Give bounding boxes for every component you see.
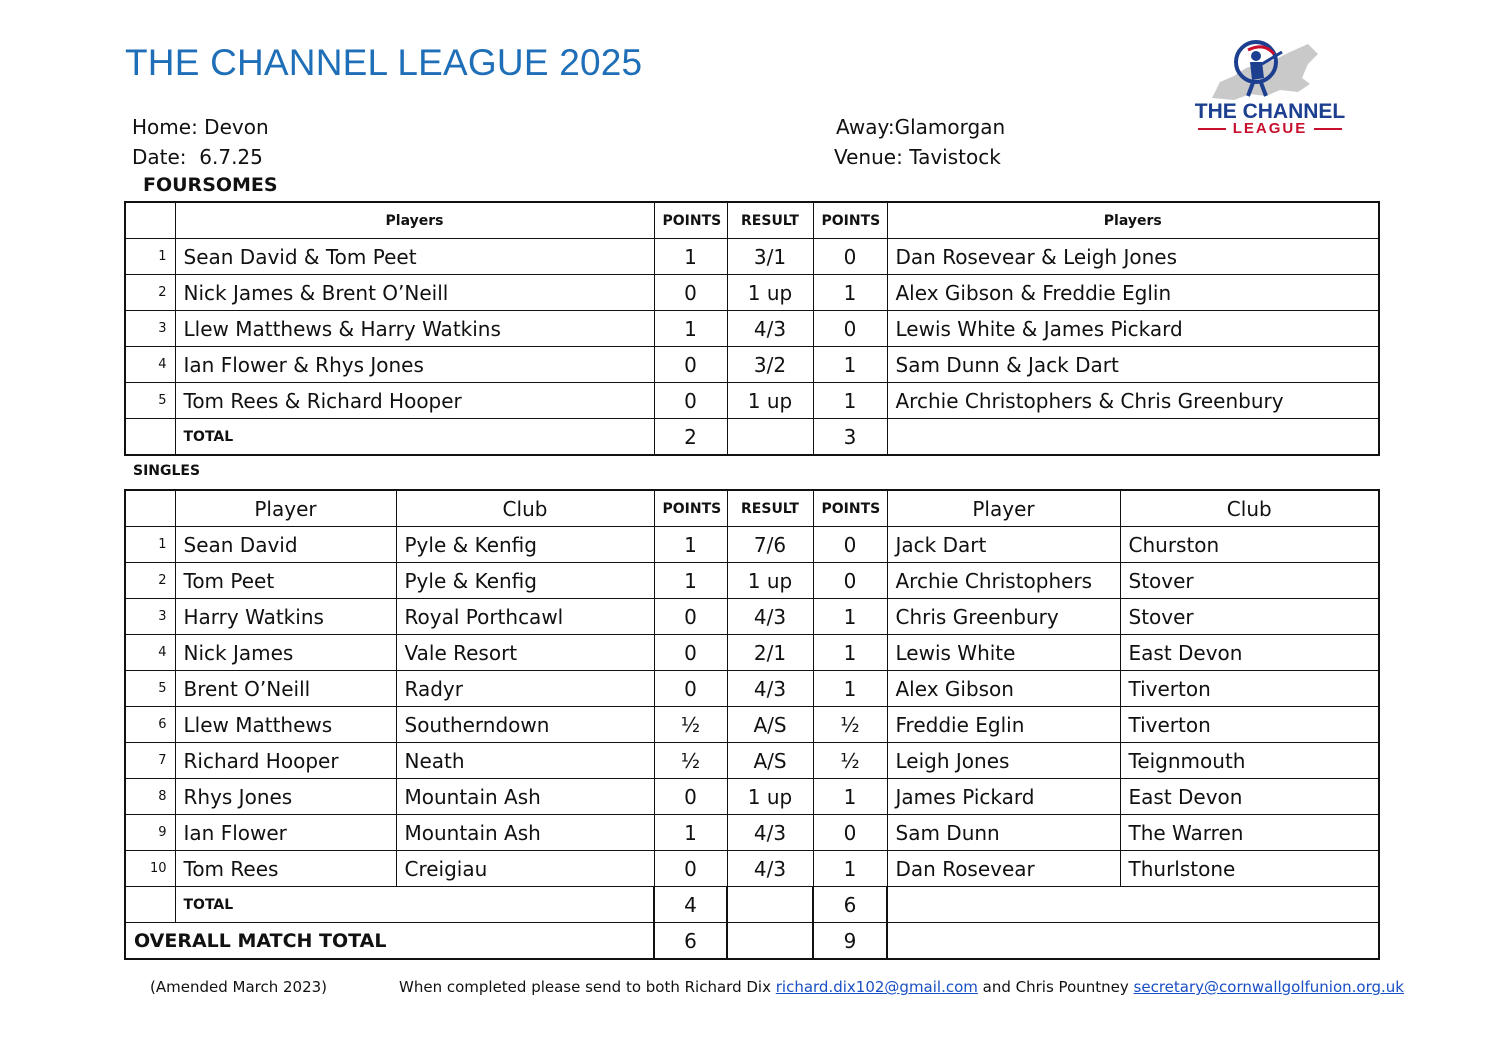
- away-points: 1: [813, 671, 887, 707]
- singles-row: [125, 635, 1379, 671]
- home-club: Pyle & Kenfig: [396, 527, 654, 563]
- home-points: 0: [654, 347, 727, 383]
- home-points: 0: [654, 599, 727, 635]
- match-result: 3/1: [727, 239, 813, 275]
- home-pair: Nick James & Brent O’Neill: [175, 275, 654, 311]
- home-club: Mountain Ash: [396, 779, 654, 815]
- away-player: Chris Greenbury: [887, 599, 1120, 635]
- foursomes-total-row: [125, 419, 1379, 456]
- match-result: 3/2: [727, 347, 813, 383]
- home-club: Neath: [396, 743, 654, 779]
- header-club-away: Club: [1120, 490, 1379, 527]
- home-points: 1: [654, 311, 727, 347]
- away-player: Leigh Jones: [887, 743, 1120, 779]
- match-result: 1 up: [727, 275, 813, 311]
- home-points: 1: [654, 527, 727, 563]
- home-points: 1: [654, 239, 727, 275]
- away-pair: Sam Dunn & Jack Dart: [887, 347, 1379, 383]
- total-home-points: 2: [654, 419, 727, 456]
- header-players-away: Players: [887, 202, 1379, 239]
- home-player: Richard Hooper: [175, 743, 396, 779]
- away-label: Away:: [836, 115, 895, 139]
- away-club: Stover: [1120, 599, 1379, 635]
- foursomes-heading: FOURSOMES: [143, 174, 278, 196]
- singles-table: [124, 489, 1380, 960]
- header-result: RESULT: [727, 202, 813, 239]
- header-points-away: POINTS: [813, 490, 887, 527]
- home-player: Brent O’Neill: [175, 671, 396, 707]
- home-club: Mountain Ash: [396, 815, 654, 851]
- home-points: 0: [654, 383, 727, 419]
- away-club: Churston: [1120, 527, 1379, 563]
- away-club: Tiverton: [1120, 707, 1379, 743]
- away-pair: Alex Gibson & Freddie Eglin: [887, 275, 1379, 311]
- venue-value: Tavistock: [909, 145, 1001, 169]
- singles-row: [125, 599, 1379, 635]
- home-points: 0: [654, 671, 727, 707]
- home-points: 1: [654, 815, 727, 851]
- away-points: 1: [813, 779, 887, 815]
- match-number: 6: [125, 707, 175, 743]
- foursomes-header-row: [125, 202, 1379, 239]
- match-number: 10: [125, 851, 175, 887]
- date-value: 6.7.25: [199, 145, 263, 169]
- match-result: A/S: [727, 743, 813, 779]
- match-result: 4/3: [727, 599, 813, 635]
- home-pair: Ian Flower & Rhys Jones: [175, 347, 654, 383]
- home-club: Southerndown: [396, 707, 654, 743]
- away-player: Jack Dart: [887, 527, 1120, 563]
- overall-label: OVERALL MATCH TOTAL: [125, 923, 654, 960]
- home-player: Tom Peet: [175, 563, 396, 599]
- match-number: 9: [125, 815, 175, 851]
- home-points: 0: [654, 275, 727, 311]
- away-points: ½: [813, 743, 887, 779]
- away-pair: Dan Rosevear & Leigh Jones: [887, 239, 1379, 275]
- page-title: THE CHANNEL LEAGUE 2025: [125, 42, 643, 83]
- home-points: 0: [654, 779, 727, 815]
- match-number: 4: [125, 635, 175, 671]
- away-club: East Devon: [1120, 635, 1379, 671]
- match-number: 1: [125, 239, 175, 275]
- away-value: Glamorgan: [894, 115, 1006, 139]
- match-result: 4/3: [727, 311, 813, 347]
- header-player-home: Player: [175, 490, 396, 527]
- date-label: Date:: [132, 145, 187, 169]
- home-points: 0: [654, 635, 727, 671]
- home-points: 1: [654, 563, 727, 599]
- away-club: Thurlstone: [1120, 851, 1379, 887]
- away-points: 1: [813, 347, 887, 383]
- home-pair: Llew Matthews & Harry Watkins: [175, 311, 654, 347]
- away-field: [836, 115, 1005, 139]
- header-result: RESULT: [727, 490, 813, 527]
- header-points-home: POINTS: [654, 202, 727, 239]
- home-points: ½: [654, 707, 727, 743]
- away-player: Lewis White: [887, 635, 1120, 671]
- singles-row: [125, 707, 1379, 743]
- amended-note: (Amended March 2023): [150, 978, 328, 996]
- total-home-points: 4: [654, 887, 727, 923]
- home-label: Home:: [132, 115, 198, 139]
- logo-line1: THE CHANNEL: [1194, 100, 1346, 123]
- away-club: East Devon: [1120, 779, 1379, 815]
- and-text: and Chris Pountney: [982, 978, 1129, 996]
- home-player: Ian Flower: [175, 815, 396, 851]
- foursomes-row: [125, 311, 1379, 347]
- away-club: Teignmouth: [1120, 743, 1379, 779]
- header-points-away: POINTS: [813, 202, 887, 239]
- header-club-home: Club: [396, 490, 654, 527]
- match-result: 1 up: [727, 383, 813, 419]
- away-points: 0: [813, 311, 887, 347]
- match-result: 2/1: [727, 635, 813, 671]
- away-points: ½: [813, 707, 887, 743]
- singles-row: [125, 851, 1379, 887]
- submission-note: [399, 978, 1404, 996]
- foursomes-table: [124, 201, 1380, 456]
- away-player: James Pickard: [887, 779, 1120, 815]
- overall-total-row: [125, 923, 1379, 960]
- away-player: Freddie Eglin: [887, 707, 1120, 743]
- home-player: Harry Watkins: [175, 599, 396, 635]
- home-player: Tom Rees: [175, 851, 396, 887]
- home-club: Pyle & Kenfig: [396, 563, 654, 599]
- away-player: Dan Rosevear: [887, 851, 1120, 887]
- header-players-home: Players: [175, 202, 654, 239]
- home-field: [132, 115, 269, 139]
- away-player: Alex Gibson: [887, 671, 1120, 707]
- match-number: 7: [125, 743, 175, 779]
- logo-line2: LEAGUE: [1232, 120, 1308, 137]
- away-points: 0: [813, 527, 887, 563]
- away-club: Tiverton: [1120, 671, 1379, 707]
- away-points: 1: [813, 383, 887, 419]
- singles-row: [125, 815, 1379, 851]
- away-club: The Warren: [1120, 815, 1379, 851]
- channel-league-logo: [1190, 38, 1350, 142]
- home-points: 0: [654, 851, 727, 887]
- golfer-map-icon: [1190, 38, 1350, 108]
- home-player: Nick James: [175, 635, 396, 671]
- away-points: 0: [813, 815, 887, 851]
- away-club: Stover: [1120, 563, 1379, 599]
- email-link-richard[interactable]: richard.dix102@gmail.com: [775, 978, 978, 996]
- match-result: 7/6: [727, 527, 813, 563]
- match-result: A/S: [727, 707, 813, 743]
- home-club: Vale Resort: [396, 635, 654, 671]
- match-result: 4/3: [727, 851, 813, 887]
- match-result: 4/3: [727, 815, 813, 851]
- header-points-home: POINTS: [654, 490, 727, 527]
- home-pair: Tom Rees & Richard Hooper: [175, 383, 654, 419]
- match-result: 4/3: [727, 671, 813, 707]
- overall-home-points: 6: [654, 923, 727, 960]
- foursomes-row: [125, 383, 1379, 419]
- match-number: 5: [125, 383, 175, 419]
- singles-row: [125, 563, 1379, 599]
- total-label: TOTAL: [175, 419, 654, 456]
- singles-header-row: [125, 490, 1379, 527]
- total-away-points: 3: [813, 419, 887, 456]
- match-number: 8: [125, 779, 175, 815]
- match-result: 1 up: [727, 779, 813, 815]
- match-number: 5: [125, 671, 175, 707]
- send-text: When completed please send to both Richard Dix: [399, 978, 771, 996]
- away-pair: Lewis White & James Pickard: [887, 311, 1379, 347]
- singles-row: [125, 743, 1379, 779]
- home-player: Rhys Jones: [175, 779, 396, 815]
- foursomes-row: [125, 347, 1379, 383]
- away-points: 1: [813, 275, 887, 311]
- home-club: Royal Porthcawl: [396, 599, 654, 635]
- match-number: 2: [125, 275, 175, 311]
- foursomes-row: [125, 239, 1379, 275]
- foursomes-row: [125, 275, 1379, 311]
- overall-away-points: 9: [813, 923, 887, 960]
- home-points: ½: [654, 743, 727, 779]
- match-result: 1 up: [727, 563, 813, 599]
- home-pair: Sean David & Tom Peet: [175, 239, 654, 275]
- away-points: 0: [813, 563, 887, 599]
- match-number: 3: [125, 311, 175, 347]
- singles-row: [125, 671, 1379, 707]
- singles-heading: SINGLES: [133, 463, 201, 479]
- venue-label: Venue:: [834, 145, 903, 169]
- home-player: Sean David: [175, 527, 396, 563]
- away-points: 0: [813, 239, 887, 275]
- venue-field: [834, 145, 1001, 169]
- away-player: Sam Dunn: [887, 815, 1120, 851]
- away-pair: Archie Christophers & Chris Greenbury: [887, 383, 1379, 419]
- total-away-points: 6: [813, 887, 887, 923]
- home-value: Devon: [204, 115, 269, 139]
- singles-row: [125, 779, 1379, 815]
- singles-total-row: [125, 887, 1379, 923]
- date-field: [132, 145, 263, 169]
- home-player: Llew Matthews: [175, 707, 396, 743]
- away-points: 1: [813, 599, 887, 635]
- total-label: TOTAL: [175, 887, 654, 923]
- match-number: 3: [125, 599, 175, 635]
- away-points: 1: [813, 851, 887, 887]
- match-number: 2: [125, 563, 175, 599]
- header-player-away: Player: [887, 490, 1120, 527]
- home-club: Creigiau: [396, 851, 654, 887]
- home-club: Radyr: [396, 671, 654, 707]
- singles-row: [125, 527, 1379, 563]
- away-points: 1: [813, 635, 887, 671]
- match-number: 4: [125, 347, 175, 383]
- away-player: Archie Christophers: [887, 563, 1120, 599]
- match-number: 1: [125, 527, 175, 563]
- email-link-secretary[interactable]: secretary@cornwallgolfunion.org.uk: [1133, 978, 1404, 996]
